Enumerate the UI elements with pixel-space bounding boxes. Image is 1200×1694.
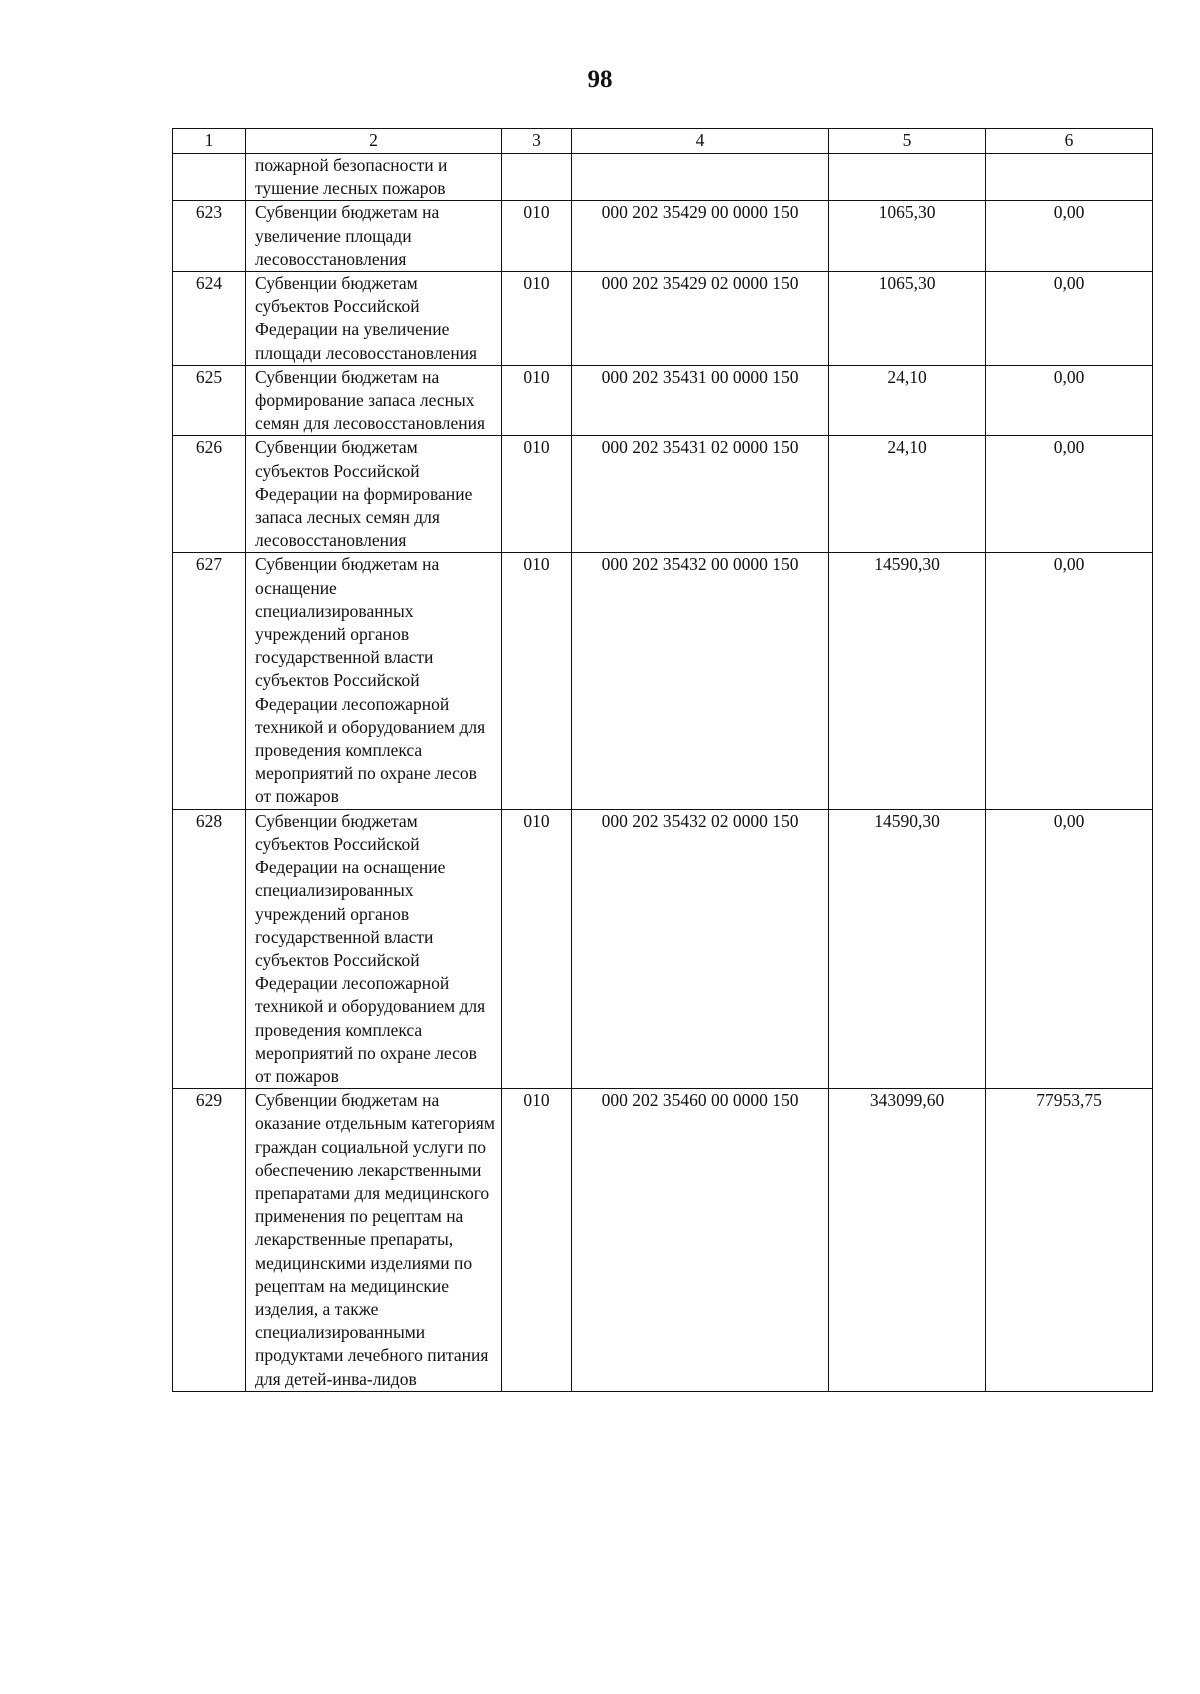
row-value5: 24,10	[829, 436, 986, 553]
row-value5: 24,10	[829, 365, 986, 436]
table-row	[173, 365, 1153, 436]
row-col3: 010	[502, 365, 572, 436]
row-value5: 14590,30	[829, 809, 986, 1088]
header-cell: 5	[829, 129, 986, 154]
row-number	[173, 154, 246, 201]
table-row	[173, 272, 1153, 366]
row-col3: 010	[502, 1089, 572, 1392]
row-number: 627	[173, 553, 246, 809]
row-value5: 1065,30	[829, 201, 986, 272]
row-code: 000 202 35431 02 0000 150	[572, 436, 829, 553]
table-row	[173, 201, 1153, 272]
row-number: 623	[173, 201, 246, 272]
row-value5: 343099,60	[829, 1089, 986, 1392]
table-row	[173, 436, 1153, 553]
row-code	[572, 154, 829, 201]
table-row	[173, 809, 1153, 1088]
row-value5	[829, 154, 986, 201]
header-cell: 4	[572, 129, 829, 154]
header-row	[173, 129, 1153, 154]
row-name: Субвенции бюджетам на формирование запаса лесных семян для лесовосстановления	[246, 365, 502, 436]
row-value6: 0,00	[986, 201, 1153, 272]
row-number: 628	[173, 809, 246, 1088]
table-row	[173, 1089, 1153, 1392]
row-number: 625	[173, 365, 246, 436]
page-number: 98	[587, 66, 613, 93]
row-name: Субвенции бюджетам субъектов Российской Федерации на оснащение специализированных учреждений органов государственной власти субъектов Российской Федерации лесопожарной техникой и оборудованием для проведения комплекса мероприятий по охране лесов от пожаров	[246, 809, 502, 1088]
row-name: Субвенции бюджетам на оснащение специализированных учреждений органов государственной власти субъектов Российской Федерации лесопожарной техникой и оборудованием для проведения комплекса мероприятий по охране лесов от пожаров	[246, 553, 502, 809]
table-row	[173, 553, 1153, 809]
row-name: Субвенции бюджетам на оказание отдельным категориям граждан социальной услуги по обеспечению лекарственными препаратами для медицинского применения по рецептам на лекарственные препараты, медицинскими изделиями по рецептам на медицинские изделия, а также специализированными продуктами лечебного питания для детей-инва-лидов	[246, 1089, 502, 1392]
row-col3: 010	[502, 809, 572, 1088]
row-name: пожарной безопасности и тушение лесных пожаров	[246, 154, 502, 201]
row-name: Субвенции бюджетам на увеличение площади лесовосстановления	[246, 201, 502, 272]
row-value6: 0,00	[986, 436, 1153, 553]
row-col3: 010	[502, 553, 572, 809]
row-number: 626	[173, 436, 246, 553]
row-code: 000 202 35432 02 0000 150	[572, 809, 829, 1088]
header-cell: 2	[246, 129, 502, 154]
header-cell: 6	[986, 129, 1153, 154]
row-name: Субвенции бюджетам субъектов Российской Федерации на формирование запаса лесных семян для лесовосстановления	[246, 436, 502, 553]
row-number: 624	[173, 272, 246, 366]
row-number: 629	[173, 1089, 246, 1392]
row-value6: 0,00	[986, 809, 1153, 1088]
row-col3: 010	[502, 272, 572, 366]
row-value5: 14590,30	[829, 553, 986, 809]
row-value6	[986, 154, 1153, 201]
budget-table	[172, 128, 1153, 1392]
header-cell: 3	[502, 129, 572, 154]
row-value6: 77953,75	[986, 1089, 1153, 1392]
row-code: 000 202 35432 00 0000 150	[572, 553, 829, 809]
row-col3	[502, 154, 572, 201]
row-name: Субвенции бюджетам субъектов Российской Федерации на увеличение площади лесовосстановления	[246, 272, 502, 366]
row-code: 000 202 35431 00 0000 150	[572, 365, 829, 436]
row-col3: 010	[502, 436, 572, 553]
table-row-continuation	[173, 154, 1153, 201]
row-value6: 0,00	[986, 272, 1153, 366]
row-col3: 010	[502, 201, 572, 272]
row-code: 000 202 35460 00 0000 150	[572, 1089, 829, 1392]
row-code: 000 202 35429 00 0000 150	[572, 201, 829, 272]
header-cell: 1	[173, 129, 246, 154]
row-value6: 0,00	[986, 553, 1153, 809]
row-value5: 1065,30	[829, 272, 986, 366]
row-code: 000 202 35429 02 0000 150	[572, 272, 829, 366]
row-value6: 0,00	[986, 365, 1153, 436]
